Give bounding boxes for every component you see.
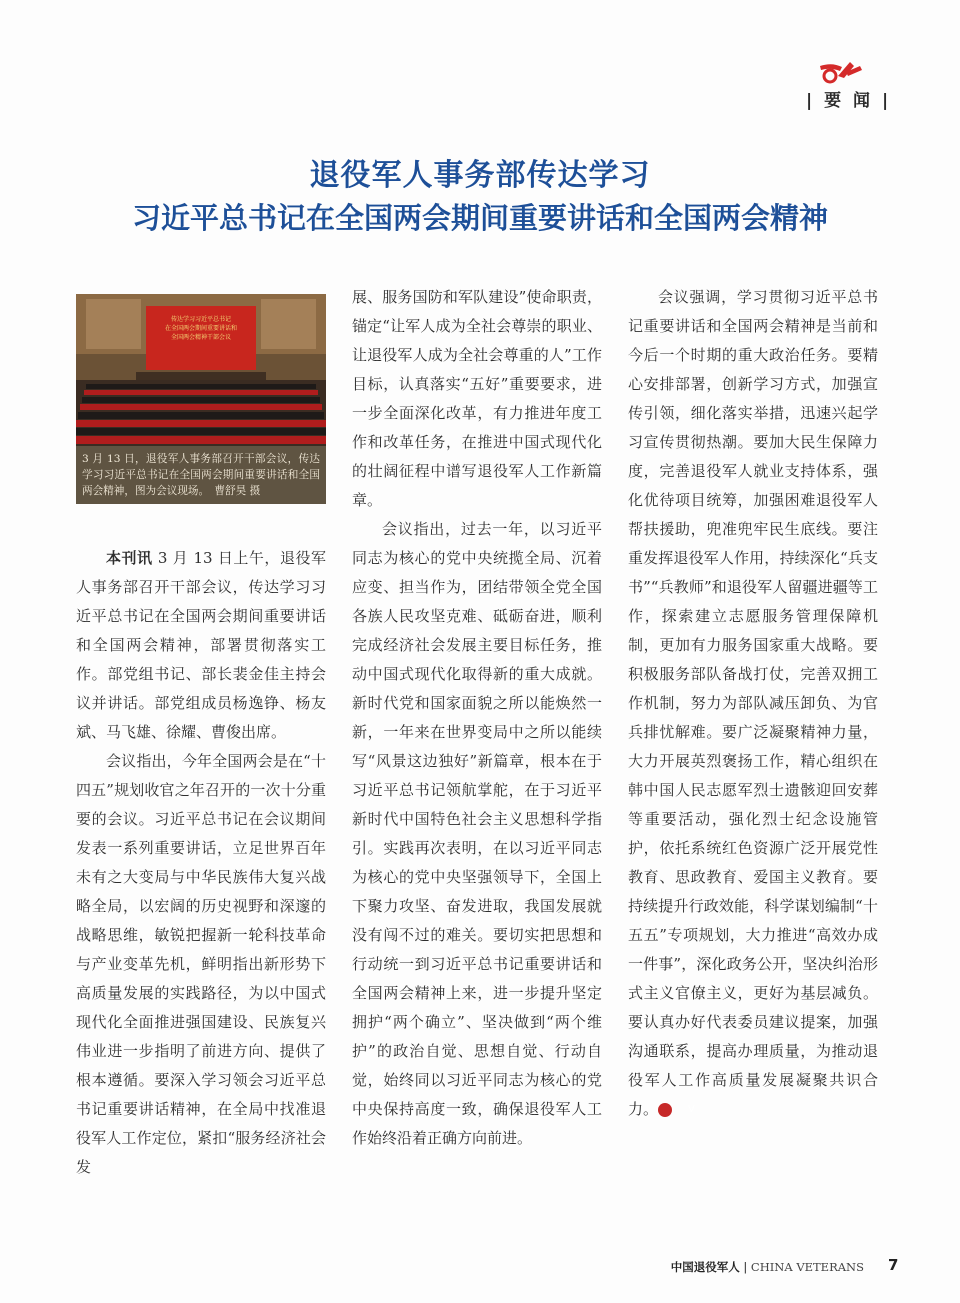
footer-separator: | xyxy=(739,1260,751,1274)
magazine-name xyxy=(671,1259,864,1275)
section-label: | 要 闻 | xyxy=(806,91,892,111)
article-paragraph: 会议指出，过去一年，以习近平同志为核心的党中央统揽全局、沉着应变、担当作为，团结带领全党全国各族人民攻坚克难、砥砺奋进，顺利完成经济社会发展主要目标任务，推动中国式现代化取得新的重大成就。新时代党和国家面貌之所以能焕然一新，一年来在世界变局中之所以能续写“风景这边独好”新篇章，根本在于习近平总书记领航掌舵，在于习近平新时代中国特色社会主义思想科学指引。实践再次表明，在以习近平同志为核心的党中央坚强领导下，全国上下聚力攻坚、奋发进取，我国发展就没有闯不过的难关。要切实把思想和行动统一到习近平总书记重要讲话和全国两会精神上来，进一步提升坚定拥护“两个确立”、坚决做到“两个维护”的政治自觉、思想自觉、行动自觉，始终同以习近平同志为核心的党中央保持高度一致，确保退役军人工作始终沿着正确方向前进。 xyxy=(352,520,602,1147)
banner-line-2: 在全国两会期间重要讲话和 xyxy=(164,325,238,332)
article-title-line2: 习近平总书记在全国两会期间重要讲话和全国两会精神 xyxy=(131,201,828,235)
article-column-2 xyxy=(352,283,602,1153)
article-paragraph: 会议指出，今年全国两会是在“十四五”规划收官之年召开的一次十分重要的会议。习近平总书记在会议期间发表一系列重要讲话，立足世界百年未有之大变局与中华民族伟大复兴战略全局，以宏阔的历史视野和深邃的战略思维，敏锐把握新一轮科技革命与产业变革先机，鲜明指出新形势下高质量发展的实践路径，为以中国式现代化全面推进强国建设、民族复兴伟业进一步指明了前进方向、提供了根本遵循。要深入学习领会习近平总书记重要讲话精神，在全局中找准退役军人工作定位，紧扣“服务经济社会发 xyxy=(76,752,326,1176)
paragraph-text: 3 月 13 日上午，退役军人事务部召开干部会议，传达学习习近平总书记在全国两会期间重要讲话和全国两会精神，部署贯彻落实工作。部党组书记、部长裴金佳主持会议并讲话。部党组成员杨逸铮、杨友斌、马飞雄、徐耀、曹俊出席。 xyxy=(76,549,326,741)
meeting-hall-image xyxy=(76,294,326,446)
article-paragraph xyxy=(76,544,326,747)
paragraph-text: 会议强调，学习贯彻习近平总书记重要讲话和全国两会精神是当前和今后一个时期的重大政治任务。要精心安排部署，创新学习方式，加强宣传引领，细化落实举措，迅速兴起学习宣传贯彻热潮。要加大民生保障力度，完善退役军人就业支持体系，强化优待项目统筹，加强困难退役军人帮扶援助，兜准兜牢民生底线。要注重发挥退役军人作用，持续深化“兵支书”“兵教师”和退役军人留疆进疆等工作，探索建立志愿服务管理保障机制，更加有力服务国家重大战略。要积极服务部队备战打仗，完善双拥工作机制，努力为部队减压卸负、为官兵排忧解难。要广泛凝聚精神力量，大力开展英烈褒扬工作，精心组织在韩中国人民志愿军烈士遗骸迎回安葬等重要活动，强化烈士纪念设施管护，依托系统红色资源广泛开展党性教育、思政教育、爱国主义教育。要持续提升行政效能，科学谋划编制“十五五”专项规划，大力推进“高效办成一件事”，深化政务公开，坚决纠治形式主义官僚主义，更好为基层减负。要认真办好代表委员建议提案，加强沟通联系，提高办理质量，为推动退役军人工作高质量发展凝聚共识合力。 xyxy=(628,288,878,1118)
article-paragraph: 展、服务国防和军队建设”使命职责，锚定“让军人成为全社会尊崇的职业、让退役军人成为全社会尊重的人”工作目标，认真落实“五好”重要要求，进一步全面深化改革，有力推进年度工作和改革任务，在推进中国式现代化的壮阔征程中谱写退役军人工作新篇章。 xyxy=(352,288,602,509)
article-column-3 xyxy=(628,283,878,1124)
end-mark-icon: V xyxy=(658,1103,672,1117)
banner-line-3: 全国两会精神干部会议 xyxy=(170,334,232,341)
magazine-name-cn: 中国退役军人 xyxy=(670,1260,740,1274)
meeting-photo xyxy=(76,294,326,504)
article-column-1 xyxy=(76,544,326,1182)
lead-label: 本刊讯 xyxy=(106,549,153,567)
article-paragraph xyxy=(628,283,878,1124)
banner-line-1: 传达学习习近平总书记 xyxy=(170,316,232,323)
magazine-name-en: CHINA VETERANS xyxy=(750,1260,864,1274)
page-number: 7 xyxy=(888,1256,899,1274)
article-title-line1: 退役军人事务部传达学习 xyxy=(309,158,651,193)
magazine-logo-icon xyxy=(818,58,864,84)
photo-caption: 3 月 13 日，退役军人事务部召开干部会议，传达学习习近平总书记在全国两会期间重要讲话和全国两会精神，图为会议现场。 曹舒昊 摄 xyxy=(82,453,320,497)
